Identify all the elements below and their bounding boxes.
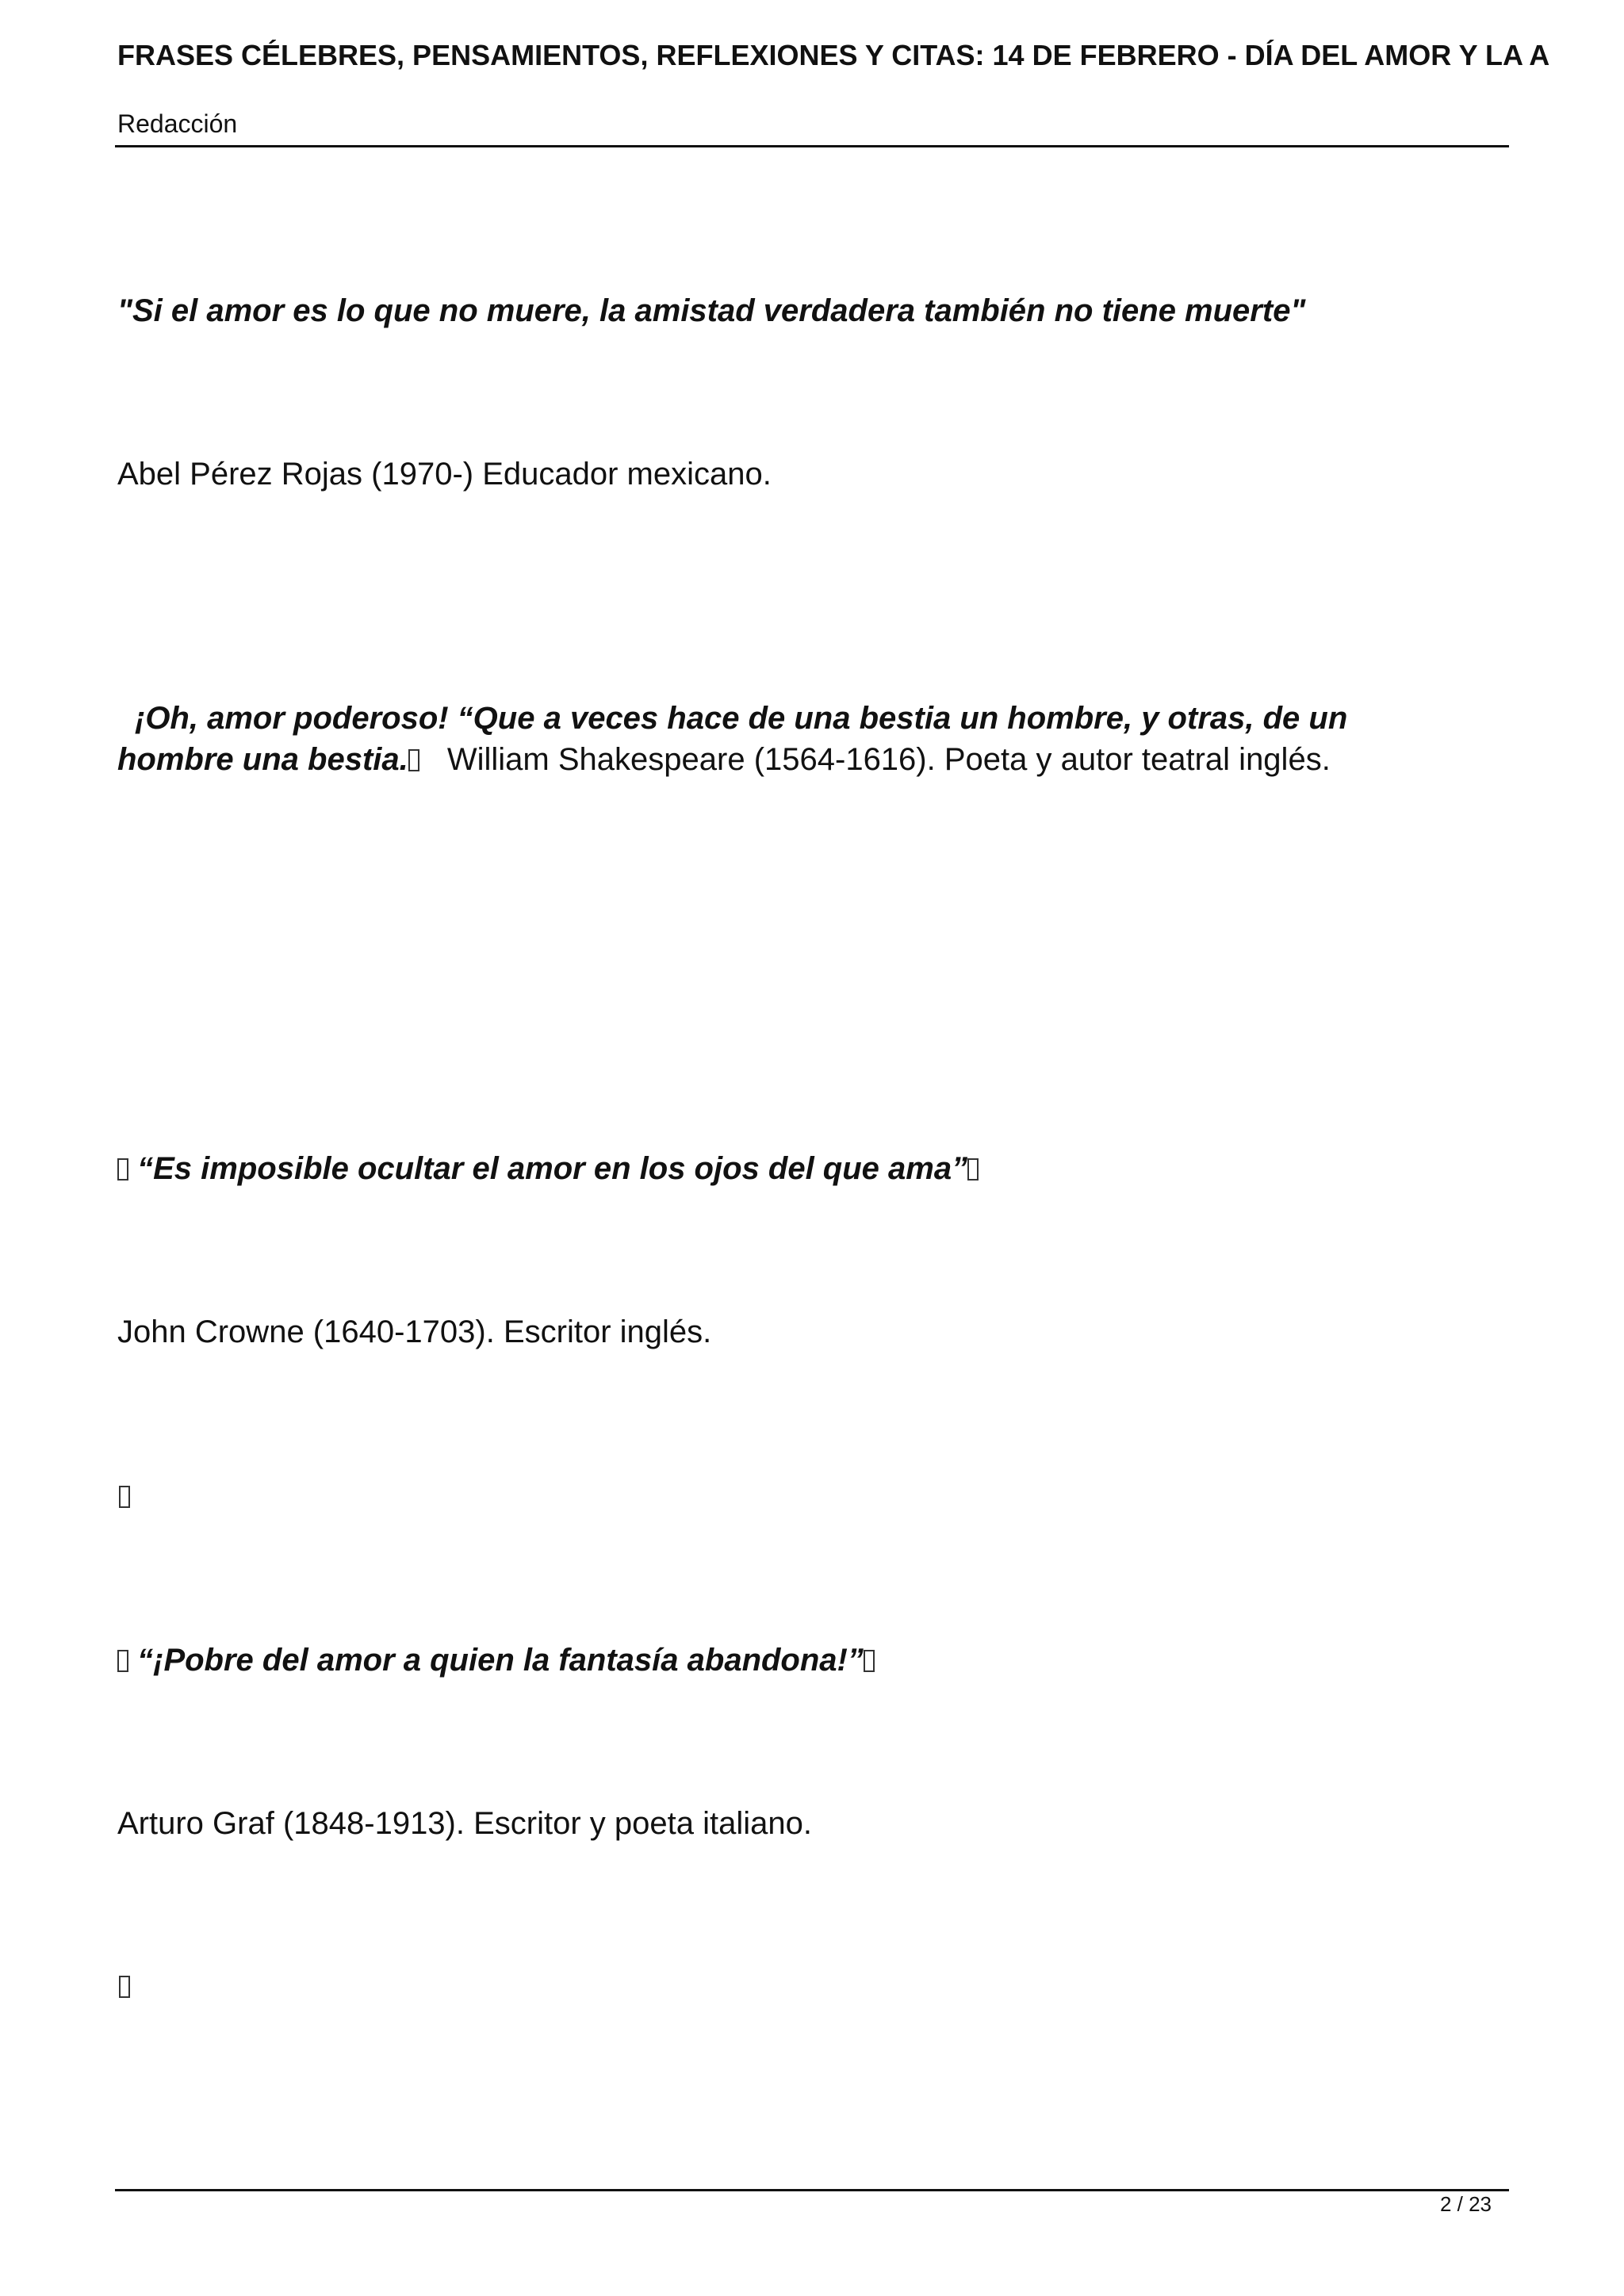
missing-glyph-icon <box>117 1158 128 1181</box>
quote-1: "Si el amor es lo que no muere, la amistad verdadera también no tiene muerte" <box>117 293 1306 328</box>
quote-4-block <box>117 1640 1481 1681</box>
missing-glyph-icon <box>119 1976 130 1998</box>
page-header-author: Redacción <box>117 109 238 138</box>
attribution-1: Abel Pérez Rojas (1970-) Educador mexicano. <box>117 457 772 492</box>
quote-2-block-line2 <box>117 739 1481 780</box>
attribution-3: John Crowne (1640-1703). Escritor inglés. <box>117 1314 712 1349</box>
header-rule <box>115 145 1509 147</box>
missing-glyph-icon <box>117 1650 128 1672</box>
missing-glyph-icon <box>864 1650 875 1672</box>
quote-2-line2: hombre una bestia. <box>117 742 408 777</box>
quote-3-block <box>117 1148 1481 1189</box>
attribution-4: Arturo Graf (1848-1913). Escritor y poeta italiano. <box>117 1806 812 1841</box>
page-header-title: FRASES CÉLEBRES, PENSAMIENTOS, REFLEXIONES Y CITAS: 14 DE FEBRERO - DÍA DEL AMOR Y LA A <box>117 39 1550 71</box>
missing-glyph-icon <box>408 749 419 771</box>
quote-4: “¡Pobre del amor a quien la fantasía abandona!” <box>137 1643 864 1678</box>
attribution-2: William Shakespeare (1564-1616). Poeta y autor teatral inglés. <box>446 742 1331 777</box>
page-number: 2 / 23 <box>1439 2192 1492 2216</box>
quote-2-line1: ¡Oh, amor poderoso! “Que a veces hace de una bestia un hombre, y otras, de un <box>135 701 1348 736</box>
footer-rule <box>115 2189 1509 2191</box>
missing-glyph-icon <box>967 1158 979 1181</box>
quote-2-block <box>117 698 1481 739</box>
missing-glyph-icon <box>119 1486 130 1508</box>
quote-3: “Es imposible ocultar el amor en los ojos del que ama” <box>137 1151 968 1186</box>
